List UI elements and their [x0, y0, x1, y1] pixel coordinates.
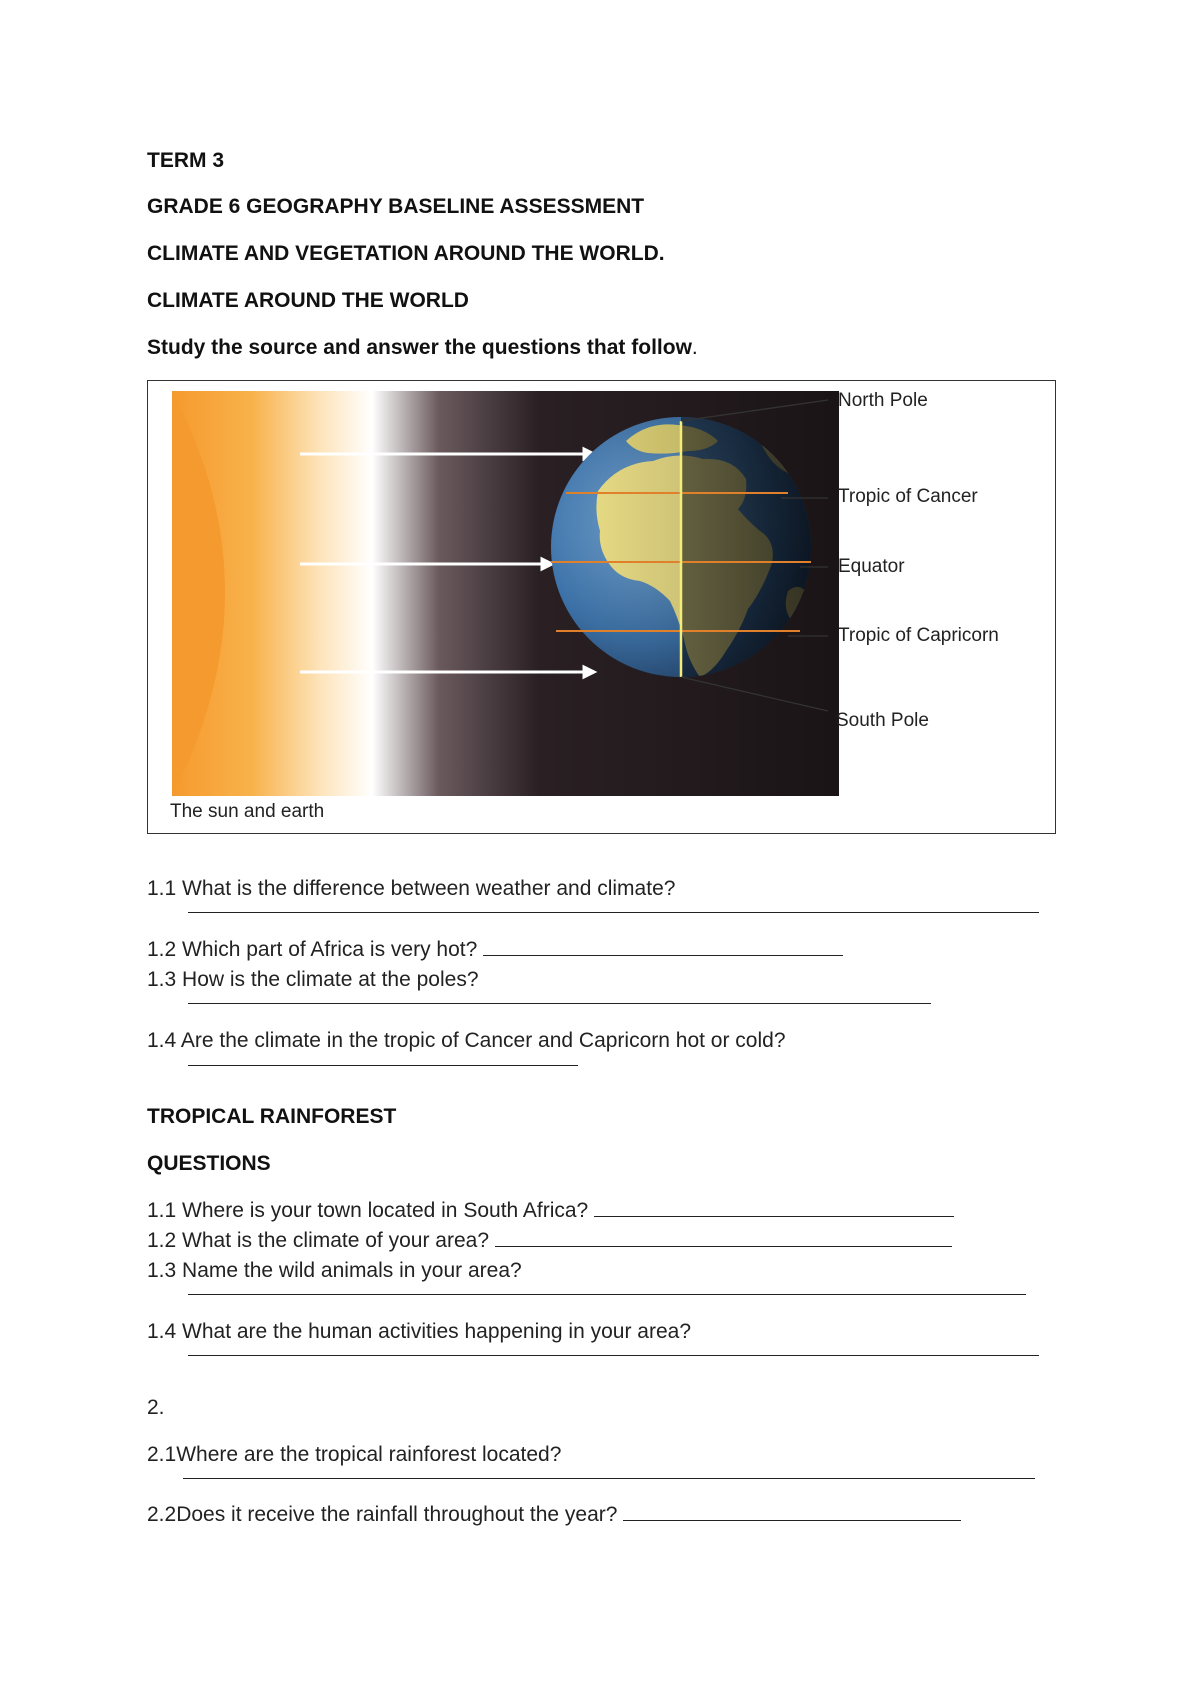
question-2-number: 2. — [147, 1396, 165, 1419]
question-2-1-2-row — [147, 1228, 952, 1254]
answer-line-area-climate[interactable] — [495, 1228, 952, 1247]
instruction-text: Study the source and answer the questions that follow — [147, 336, 692, 359]
questions-heading: QUESTIONS — [147, 1152, 271, 1175]
question-wild-animals: 1.3 Name the wild animals in your area? — [147, 1259, 522, 1282]
answer-line-2-2[interactable] — [623, 1502, 961, 1521]
question-town-location: 1.1 Where is your town located in South Africa? — [147, 1199, 589, 1222]
question-1-2-row — [147, 937, 843, 963]
question-1-2: 1.2 Which part of Africa is very hot? — [147, 938, 478, 961]
section-heading-rainforest: TROPICAL RAINFOREST — [147, 1105, 397, 1128]
instruction-line — [147, 335, 698, 361]
answer-line-human-activities[interactable] — [188, 1355, 1039, 1356]
label-tropic-capricorn: Tropic of Capricorn — [838, 625, 999, 646]
label-south-pole: South Pole — [836, 710, 929, 731]
question-2-1: 2.1Where are the tropical rainforest located? — [147, 1443, 562, 1466]
answer-line-1-1[interactable] — [188, 912, 1039, 913]
topic-heading: CLIMATE AND VEGETATION AROUND THE WORLD. — [147, 242, 665, 265]
answer-line-town-location[interactable] — [594, 1198, 954, 1217]
question-2-1-1-row — [147, 1198, 954, 1224]
section-heading-climate: CLIMATE AROUND THE WORLD — [147, 289, 469, 312]
figure-caption: The sun and earth — [170, 801, 325, 822]
answer-line-wild-animals[interactable] — [188, 1294, 1026, 1295]
question-1-1: 1.1 What is the difference between weather and climate? — [147, 877, 676, 900]
question-1-4: 1.4 Are the climate in the tropic of Cancer and Capricorn hot or cold? — [147, 1029, 786, 1052]
instruction-period: . — [691, 336, 698, 359]
label-north-pole: North Pole — [838, 390, 928, 411]
answer-line-2-1[interactable] — [183, 1478, 1035, 1479]
sun-earth-diagram — [148, 381, 1055, 833]
answer-line-1-3[interactable] — [188, 1003, 931, 1004]
question-2-2: 2.2Does it receive the rainfall throughout the year? — [147, 1503, 618, 1526]
answer-line-1-2[interactable] — [483, 937, 843, 956]
assessment-title: GRADE 6 GEOGRAPHY BASELINE ASSESSMENT — [147, 195, 645, 218]
label-tropic-cancer: Tropic of Cancer — [838, 486, 978, 507]
term-heading: TERM 3 — [147, 149, 225, 172]
label-equator: Equator — [838, 556, 905, 577]
question-area-climate: 1.2 What is the climate of your area? — [147, 1229, 489, 1252]
question-human-activities: 1.4 What are the human activities happening in your area? — [147, 1320, 692, 1343]
source-figure — [147, 380, 1056, 834]
answer-line-1-4[interactable] — [188, 1065, 578, 1066]
question-1-3: 1.3 How is the climate at the poles? — [147, 968, 479, 991]
question-2-2-row — [147, 1502, 961, 1528]
